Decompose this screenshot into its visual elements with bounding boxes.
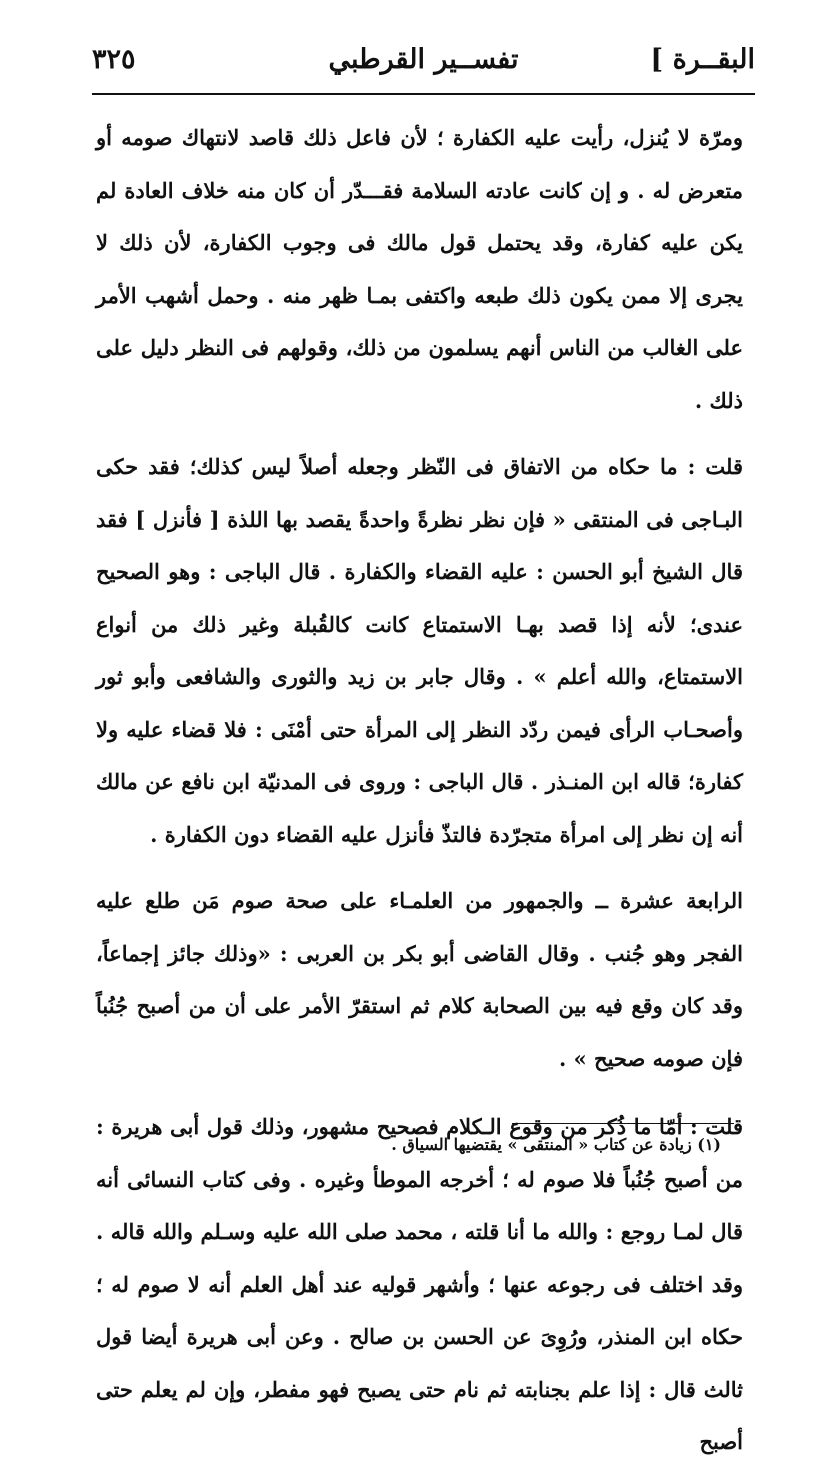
book-title: تفســير القرطبي: [328, 44, 519, 75]
page-header: [92, 38, 755, 96]
header-divider: [92, 93, 755, 95]
page-body: [96, 112, 743, 1469]
footnote-divider: [512, 1123, 734, 1124]
sura-name: البقــرة ]: [650, 44, 755, 75]
footnote: (١) زيادة عن كتاب « المنتقى » يقتضيها السياق .: [391, 1135, 721, 1154]
paragraph-3: الرابعة عشرة ــ والجمهور من العلمـاء على صحة صوم مَن طلع عليه الفجر وهو جُنب . وقال القاضى أبو بكر بن العربى : «وذلك جائز إجماعاً، وقد كان وقع فيه بين الصحابة كلام ثم استقرّ الأمر على أن من أصبح جُنُباً فإن صومه صحيح » .: [96, 888, 743, 1071]
page-number: ٣٢٥: [92, 44, 136, 75]
paragraph-4: قلت : أمّا ما ذُكر من وقوع الـكلام فصحيح مشهور، وذلك قول أبى هريرة : من أصبح جُنُباً فلا صوم له ؛ أخرجه الموطأ وغيره . وفى كتاب النسائى أنه قال لمـا روجع : والله ما أنا قلته ، محمد صلى الله عليه وسـلم والله قاله . وقد اختلف فى رجوعه عنها ؛ وأشهر قوليه عند أهل العلم أنه لا صوم له ؛ حكاه ابن المنذر، ورُوِىَ عن الحسن بن صالح . وعن أبى هريرة أيضا قول ثالث قال : إذا علم بجنابته ثم نام حتى يصبح فهو مفطر، وإن لم يعلم حتى أصبح: [96, 1114, 743, 1454]
paragraph-2: قلت : ما حكاه من الاتفاق فى النّظر وجعله أصلاً ليس كذلك؛ فقد حكى البـاجى فى المنتقى « فإن نظر نظرةً واحدةً يقصد بها اللذة [ فأنزل ] فقد قال الشيخ أبو الحسن : عليه القضاء والكفارة . قال الباجى : وهو الصحيح عندى؛ لأنه إذا قصد بهـا الاستمتاع كانت كالقُبلة وغير ذلك من أنواع الاستمتاع، والله أعلم » . وقال جابر بن زيد والثورى والشافعى وأبو ثور وأصحـاب الرأى فيمن ردّد النظر إلى المرأة حتى أمْنَى : فلا قضاء عليه ولا كفارة؛ قاله ابن المنـذر . قال الباجى : وروى فى المدنيّة ابن نافع عن مالك أنه إن نظر إلى امرأة متجرّدة فالتذّ فأنزل عليه القضاء دون الكفارة .: [96, 454, 743, 847]
paragraph-1: ومرّة لا يُنزل، رأيت عليه الكفارة ؛ لأن فاعل ذلك قاصد لانتهاك صومه أو متعرض له . و إن كانت عادته السلامة فقـــدّر أن كان منه خلاف العادة لم يكن عليه كفارة، وقد يحتمل قول مالك فى وجوب الكفارة، لأن ذلك لا يجرى إلا ممن يكون ذلك طبعه واكتفى بمـا ظهر منه . وحمل أشهب الأمر على الغالب من الناس أنهم يسلمون من ذلك، وقولهم فى النظر دليل على ذلك .: [96, 125, 743, 413]
